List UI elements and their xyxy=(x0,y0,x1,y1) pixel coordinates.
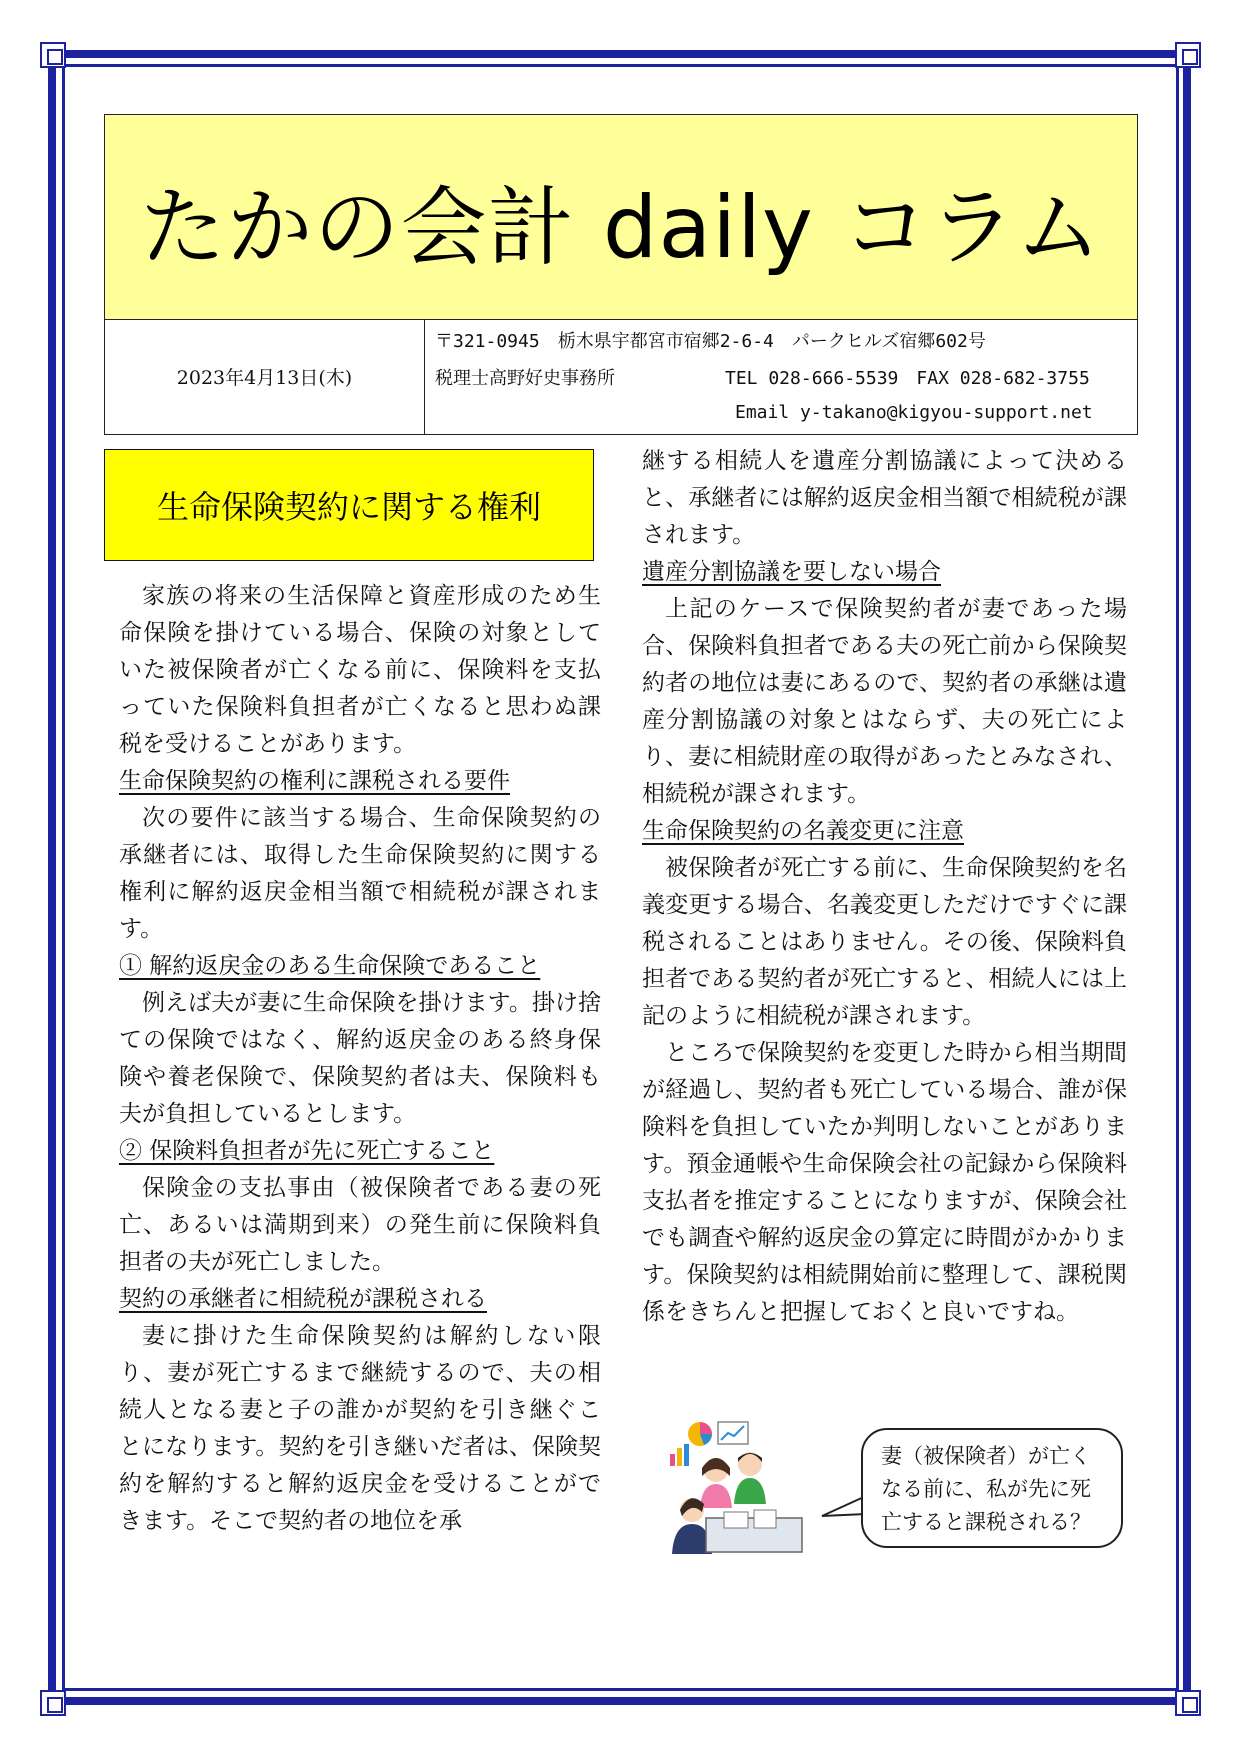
issue-date: 2023年4月13日(木) xyxy=(105,319,425,434)
office-phone-fax: TEL 028-666-5539 FAX 028-682-3755 xyxy=(725,368,1090,389)
section-heading: 遺産分割協議を要しない場合 xyxy=(642,559,941,585)
consultation-illustration-icon xyxy=(668,1418,808,1558)
paragraph: 例えば夫が妻に生命保険を掛けます。掛け捨ての保険ではなく、解約返戻金のある終身保険や養老保険で、保険契約者は夫、保険料も夫が負担しているとします。 xyxy=(119,990,601,1127)
section-heading: ② 保険料負担者が先に死亡すること xyxy=(119,1138,495,1164)
corner-ornament-icon xyxy=(1175,1690,1201,1716)
corner-ornament-icon xyxy=(40,1690,66,1716)
section-heading: ① 解約返戻金のある生命保険であること xyxy=(119,953,541,979)
article-column-right xyxy=(642,443,1127,1331)
office-name: 税理士高野好史事務所 xyxy=(435,368,615,389)
paragraph: ところで保険契約を変更した時から相当期間が経過し、契約者も死亡している場合、誰が保険料を負担していたか判明しないことがあります。預金通帳や生命保険会社の記録から保険料支払者を推定することになりますが、保険会社でも調査や解約返戻金の算定に時間がかかります。保険契約は相続開始前に整理して、課税関係をきちんと把握しておくと良いですね。 xyxy=(642,1040,1127,1325)
paragraph: 次の要件に該当する場合、生命保険契約の承継者には、取得した生命保険契約に関する権利に解約返戻金相当額で相続税が課されます。 xyxy=(119,805,602,942)
paragraph: 保険金の支払事由（被保険者である妻の死亡、あるいは満期到来）の発生前に保険料負担者の夫が死亡しました。 xyxy=(119,1175,601,1275)
masthead xyxy=(104,114,1138,320)
section-heading: 生命保険契約の名義変更に注意 xyxy=(642,818,964,844)
paragraph: 被保険者が死亡する前に、生命保険契約を名義変更する場合、名義変更しただけですぐに課税されることはありません。その後、保険料負担者である契約者が死亡すると、相続人には上記のように相続税が課されます。 xyxy=(642,855,1128,1029)
paragraph-intro: 家族の将来の生活保障と資産形成のため生命保険を掛けている場合、保険の対象としていた被保険者が亡くなる前に、保険料を支払っていた保険料負担者が亡くなると思わぬ課税を受けることがあります。 xyxy=(119,583,602,757)
corner-ornament-icon xyxy=(40,42,66,68)
office-email: Email y-takano@kigyou-support.net xyxy=(735,402,1093,423)
paragraph-continued: 継する相続人を遺産分割協議によって決めると、承継者には解約返戻金相当額で相続税が課されます。 xyxy=(642,448,1128,548)
article-title: 生命保険契約に関する権利 xyxy=(156,488,541,526)
section-heading: 生命保険契約の権利に課税される要件 xyxy=(119,768,510,794)
article-title-box xyxy=(104,449,594,561)
speech-bubble: 妻（被保険者）が亡くなる前に、私が先に死亡すると課税される？ xyxy=(861,1428,1123,1548)
corner-ornament-icon xyxy=(1175,42,1201,68)
section-heading: 契約の承継者に相続税が課税される xyxy=(119,1286,487,1312)
article-column-left xyxy=(119,578,601,1540)
masthead-title: たかの会計 daily コラム xyxy=(139,178,1103,278)
paragraph: 上記のケースで保険契約者が妻であった場合、保険料負担者である夫の死亡前から保険契約者の地位は妻にあるので、契約者の承継は遺産分割協議の対象とはならず、夫の死亡により、妻に相続財産の取得があったとみなされ、相続税が課されます。 xyxy=(642,596,1127,807)
office-address: 〒321-0945 栃木県宇都宮市宿郷2-6-4 パークヒルズ宿郷602号 xyxy=(435,331,986,352)
info-row xyxy=(104,319,1138,435)
paragraph: 妻に掛けた生命保険契約は解約しない限り、妻が死亡するまで継続するので、夫の相続人となる妻と子の誰かが契約を引き継ぐことになります。契約を引き継いだ者は、保険契約を解約すると解約返戻金を受けることができます。そこで契約者の地位を承 xyxy=(119,1323,602,1534)
